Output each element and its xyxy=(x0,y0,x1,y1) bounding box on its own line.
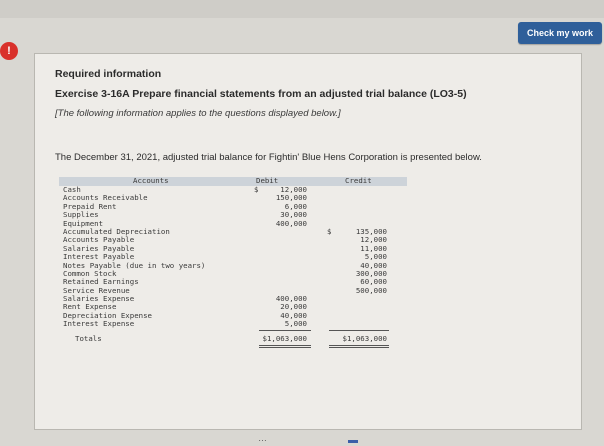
account-name: Prepaid Rent xyxy=(63,201,117,211)
pagination-indicator xyxy=(348,440,358,443)
required-information-panel xyxy=(34,53,582,430)
credit-total-rule xyxy=(329,330,389,331)
account-name: Notes Payable (due in two years) xyxy=(63,260,206,270)
exercise-title: Exercise 3-16A Prepare financial statements from an adjusted trial balance (LO3-5) xyxy=(55,88,467,100)
debit-amount: 5,000 xyxy=(284,319,307,329)
top-bar xyxy=(0,0,604,18)
totals-debit: $1,063,000 xyxy=(262,333,307,343)
account-name: Interest Payable xyxy=(63,252,135,262)
account-name: Salaries Expense xyxy=(63,294,135,304)
debit-amount: 150,000 xyxy=(275,193,307,203)
accounts-column-header: Accounts xyxy=(133,176,169,185)
trial-balance-header xyxy=(59,177,407,186)
credit-amount: 135,000 xyxy=(355,226,387,236)
credit-amount: 12,000 xyxy=(360,235,387,245)
debit-amount: 40,000 xyxy=(280,310,307,320)
link-icon[interactable]: … xyxy=(258,433,267,443)
totals-row xyxy=(59,335,407,343)
account-name: Accounts Receivable xyxy=(63,193,148,203)
credit-amount: 300,000 xyxy=(355,268,387,278)
account-name: Salaries Payable xyxy=(63,243,135,253)
table-row xyxy=(59,211,407,219)
debit-column-header: Debit xyxy=(256,176,279,185)
debit-amount: 400,000 xyxy=(275,218,307,228)
credit-amount: 5,000 xyxy=(364,252,387,262)
debit-amount: 20,000 xyxy=(280,302,307,312)
account-name: Equipment xyxy=(63,218,104,228)
required-information-title: Required information xyxy=(55,68,162,80)
credit-currency-symbol: $ xyxy=(327,226,332,236)
account-name: Accumulated Depreciation xyxy=(63,226,170,236)
table-row xyxy=(59,203,407,211)
account-name: Rent Expense xyxy=(63,302,117,312)
account-name: Supplies xyxy=(63,210,99,220)
account-name: Retained Earnings xyxy=(63,277,139,287)
debit-double-rule xyxy=(259,345,311,348)
account-name: Service Revenue xyxy=(63,285,130,295)
alert-icon: ! xyxy=(0,42,18,60)
account-name: Depreciation Expense xyxy=(63,310,152,320)
trial-balance-table xyxy=(59,177,407,347)
credit-amount: 60,000 xyxy=(360,277,387,287)
credit-amount: 500,000 xyxy=(355,285,387,295)
credit-double-rule xyxy=(329,345,389,348)
totals-label: Totals xyxy=(75,333,102,343)
account-name: Cash xyxy=(63,185,81,194)
credit-amount: 11,000 xyxy=(360,243,387,253)
intro-text: The December 31, 2021, adjusted trial balance for Fightin' Blue Hens Corporation is presented below. xyxy=(55,152,482,163)
account-name: Accounts Payable xyxy=(63,235,135,245)
table-row xyxy=(59,320,407,328)
debit-amount: 12,000 xyxy=(280,185,307,194)
debit-amount: 30,000 xyxy=(280,210,307,220)
applies-note: [The following information applies to the questions displayed below.] xyxy=(55,108,341,119)
debit-amount: 400,000 xyxy=(275,294,307,304)
account-name: Common Stock xyxy=(63,268,117,278)
check-my-work-button[interactable]: Check my work xyxy=(518,22,602,44)
trial-balance-rows xyxy=(59,186,407,329)
debit-amount: 6,000 xyxy=(284,201,307,211)
debit-total-rule xyxy=(259,330,311,331)
debit-currency-symbol: $ xyxy=(254,185,259,194)
credit-column-header: Credit xyxy=(345,176,372,185)
credit-amount: 40,000 xyxy=(360,260,387,270)
totals-credit: $1,063,000 xyxy=(342,333,387,343)
account-name: Interest Expense xyxy=(63,319,135,329)
